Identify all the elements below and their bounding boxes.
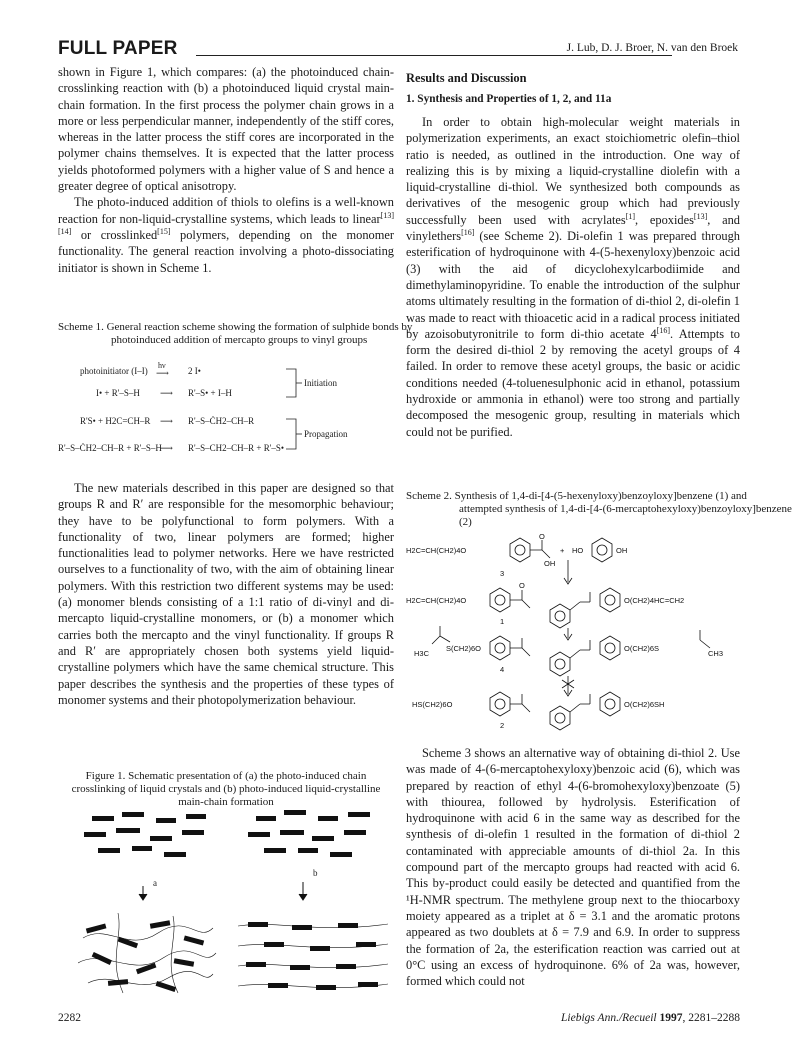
scheme1-r2-right: R'–S• + I–H [188, 388, 232, 398]
journal-citation: Liebigs Ann./Recueil 1997, 2281–2288 [561, 1012, 740, 1024]
scheme1-r2-left: I• + R'–S–H [96, 388, 140, 398]
right-column-bottom [406, 745, 740, 989]
scheme2-4-ch3: CH3 [708, 649, 724, 658]
right-paragraph-2: Scheme 3 shows an alternative way of obtaining di-thiol 2. Use was made of 4-(6-mercaptohexyloxy)benzoic acid (6), which was prepared by reaction of ethyl 4-(6-bromohexyloxy)benzoate (5) with thiourea, followed by hydrolysis. Esterification of hydroquinone with acid 6 in the same way as described for the synthesis of di-olefin 1 resulted in the formation of di-thiol 2 contaminated with appreciable amounts of di-thiol 2a. In this compound part of the mercapto groups had reacted with acid 6. This by-product could easily be detected and quantified from the ¹H-NMR spectrum. The methylene group next to the thiocarboxy moiety appeared as a triplet at δ = 3.1 and the aromatic protons appeared as two doublets at δ = 7.9 and 6.9. In order to suppress the formation of 2a, the esterification reaction was carried out at 0°C using an excess of hydroquinone. 6% of 2a was, however, formed which could not [406, 746, 740, 989]
scheme2-3-oh: OH [544, 559, 556, 568]
right-paragraph-1: In order to obtain high-molecular weight materials in polymerization experiments, an exact stoichiometric olefin–thiol ratio is needed, as outlined in the introduction. One way of realizing this is by mixing a liquid-crystalline diolefin with a liquid-crystalline di-thiol. We synthesized both compounds as derivatives of the mesogenic group which had previously successfully been used with acrylates[1], epoxides[13], and vinylethers[16] (see Scheme 2). Di-olefin 1 was prepared through esterification of hydroquinone with 4-(5-hexenyloxy)benzoic acid (3) with the aid of dicyclohexylcarbodiimide and dimethylaminopyridine. To enable the introduction of the sulphur atoms ultimately resulting in the formation of di-thiol 2, di-olefin 1 was made to react with thioacetic acid in a radical process initiated by azoisobutyronitrile to form di-thio acetate 4[16]. Attempts to form the desired di-thiol 2 by removing the acetyl groups of 4 failed. In order to remove these acetyl groups, the basic or acidic conditions needed (4-toluenesulphonic acid in ethanol, potassium hydroxide or ammonia in ethanol) were too strong and partially decomposed the mesogenic group, resulting in materials which could not be purified. [406, 115, 740, 439]
results-section-title: Results and Discussion [406, 71, 527, 85]
scheme2-1-left: H2C=CH(CH2)4O [406, 596, 467, 605]
scheme2-1-right: O(CH2)4HC=CH2 [624, 596, 685, 605]
left-paragraph-3: The new materials described in this paper are designed so that groups R and R′ are responsible for the mesomorphic behaviour; they have to be polyfunctional to form polymers. With a functionality of two, linear polymers are formed; higher functionalities lead to polymer networks. Here we have restricted ourselves to a functionality of two, with the aim of obtaining linear polymers. With this restriction two different systems may be used: (a) monomer blends consisting of a 1:1 ratio of di-vinyl and di-mercapto liquid-crystalline monomers, or (b) a monomer which carries both the mercapto and the vinyl functionality. If groups R and R′ are appropriately chosen both systems yield liquid-crystalline polymers which have the same chemical structure. This paper describes the synthesis and the properties of these types of monomer systems and their photopolymerization behaviour. [58, 481, 394, 707]
section-header: FULL PAPER [58, 38, 178, 59]
scheme2-1-o-top: O [519, 581, 525, 590]
scheme2-structures [400, 532, 740, 732]
right-column-top [406, 114, 740, 440]
results-subsection-title: 1. Synthesis and Properties of 1, 2, and 11a [406, 93, 612, 105]
scheme2-label-2: 2 [500, 721, 505, 730]
scheme2-4-left: S(CH2)6O [446, 644, 482, 653]
scheme1-r1-left: photoinitiator (I–I) [80, 366, 148, 376]
scheme2-label-3: 3 [500, 569, 505, 578]
header-authors: J. Lub, D. J. Broer, N. van den Broek [566, 42, 738, 54]
figure1 [58, 808, 394, 1004]
left-paragraph-1: shown in Figure 1, which compares: (a) the photoinduced chain-crosslinking reaction with (b) a photoinduced liquid crystal main-chain formation. In the first process the polymer chain grows in a more or less perpendicular manner, independently of the stiff cores, whereas in the latter process the stiff cores are incorporated in the polymer chains themselves. It is expected that the latter process yields photoformed polymers with a higher value of S and hence a greater degree of optical anisotropy. [58, 65, 394, 194]
figure1-network-a [78, 908, 218, 998]
left-column-top [58, 64, 394, 276]
scheme2-plus: + [560, 546, 565, 555]
scheme2-4-h3c: H3C [414, 649, 430, 658]
left-column-mid [58, 480, 394, 708]
header-rule [196, 55, 672, 56]
scheme1-r1-arrow-label: hν [158, 361, 166, 370]
scheme2-oh: OH [616, 546, 628, 555]
scheme1-caption: Scheme 1. General reaction scheme showing the formation of sulphide bonds by photoinduced addition of mercapto groups to vinyl groups [58, 321, 413, 346]
scheme1-r1-right: 2 I• [188, 366, 201, 376]
scheme1-propagation-label: Propagation [304, 429, 348, 439]
scheme1-initiation-label: Initiation [304, 378, 337, 388]
figure1-arrow-a [138, 886, 148, 902]
scheme2-caption: Scheme 2. Synthesis of 1,4-di-[4-(5-hexenyloxy)benzoyloxy]benzene (1) and attempted synthesis of 1,4-di-[4-(6-mercaptohexyloxy)benzoyloxy]benzene (2) [406, 490, 792, 528]
figure1-caption: Figure 1. Schematic presentation of (a) the photo-induced chain crosslinking of liquid crystals and (b) photo-induced liquid-crystalline main-chain formation [71, 770, 381, 808]
scheme1-r4-arrow: ⟶ [160, 443, 173, 453]
figure1-label-b: b [313, 868, 318, 878]
scheme2-2-right: O(CH2)6SH [624, 700, 665, 709]
scheme1-r2-arrow: ⟶ [160, 388, 173, 398]
figure1-label-a: a [153, 878, 157, 888]
scheme2-4-right: O(CH2)6S [624, 644, 660, 653]
scheme2-3-o: O [539, 532, 545, 541]
figure1-mainchain-b [238, 908, 388, 998]
scheme2-ho: HO [572, 546, 584, 555]
scheme2-label-4: 4 [500, 665, 505, 674]
scheme1-r4-right: R'–S–CH2–CH–R + R'–S• [188, 443, 284, 453]
scheme2-label-1: 1 [500, 617, 505, 626]
scheme1-reactions [58, 360, 394, 480]
left-paragraph-2: The photo-induced addition of thiols to olefins is a well-known reaction for non-liquid-crystalline systems, which leads to linear[13][14] or crosslinked[15] polymers, depending on the monomer functionality. The general reaction involving a photo-dissociating initiator is shown in Scheme 1. [58, 195, 394, 275]
scheme1-r1-arrow: ⟶ [156, 368, 169, 378]
scheme1-brackets [284, 364, 394, 460]
scheme1-r3-left: R'S• + H2C=CH–R [80, 416, 151, 426]
scheme2-2-left: HS(CH2)6O [412, 700, 453, 709]
scheme1-r4-left: R'–S–ĊH2–CH–R + R'–S–H [58, 443, 162, 453]
scheme2-3-left: H2C=CH(CH2)4O [406, 546, 467, 555]
figure1-arrow-b [298, 882, 308, 902]
page-number: 2282 [58, 1012, 81, 1024]
scheme1-r3-right: R'–S–ĊH2–CH–R [188, 416, 255, 426]
scheme1-r3-arrow: ⟶ [160, 416, 173, 426]
